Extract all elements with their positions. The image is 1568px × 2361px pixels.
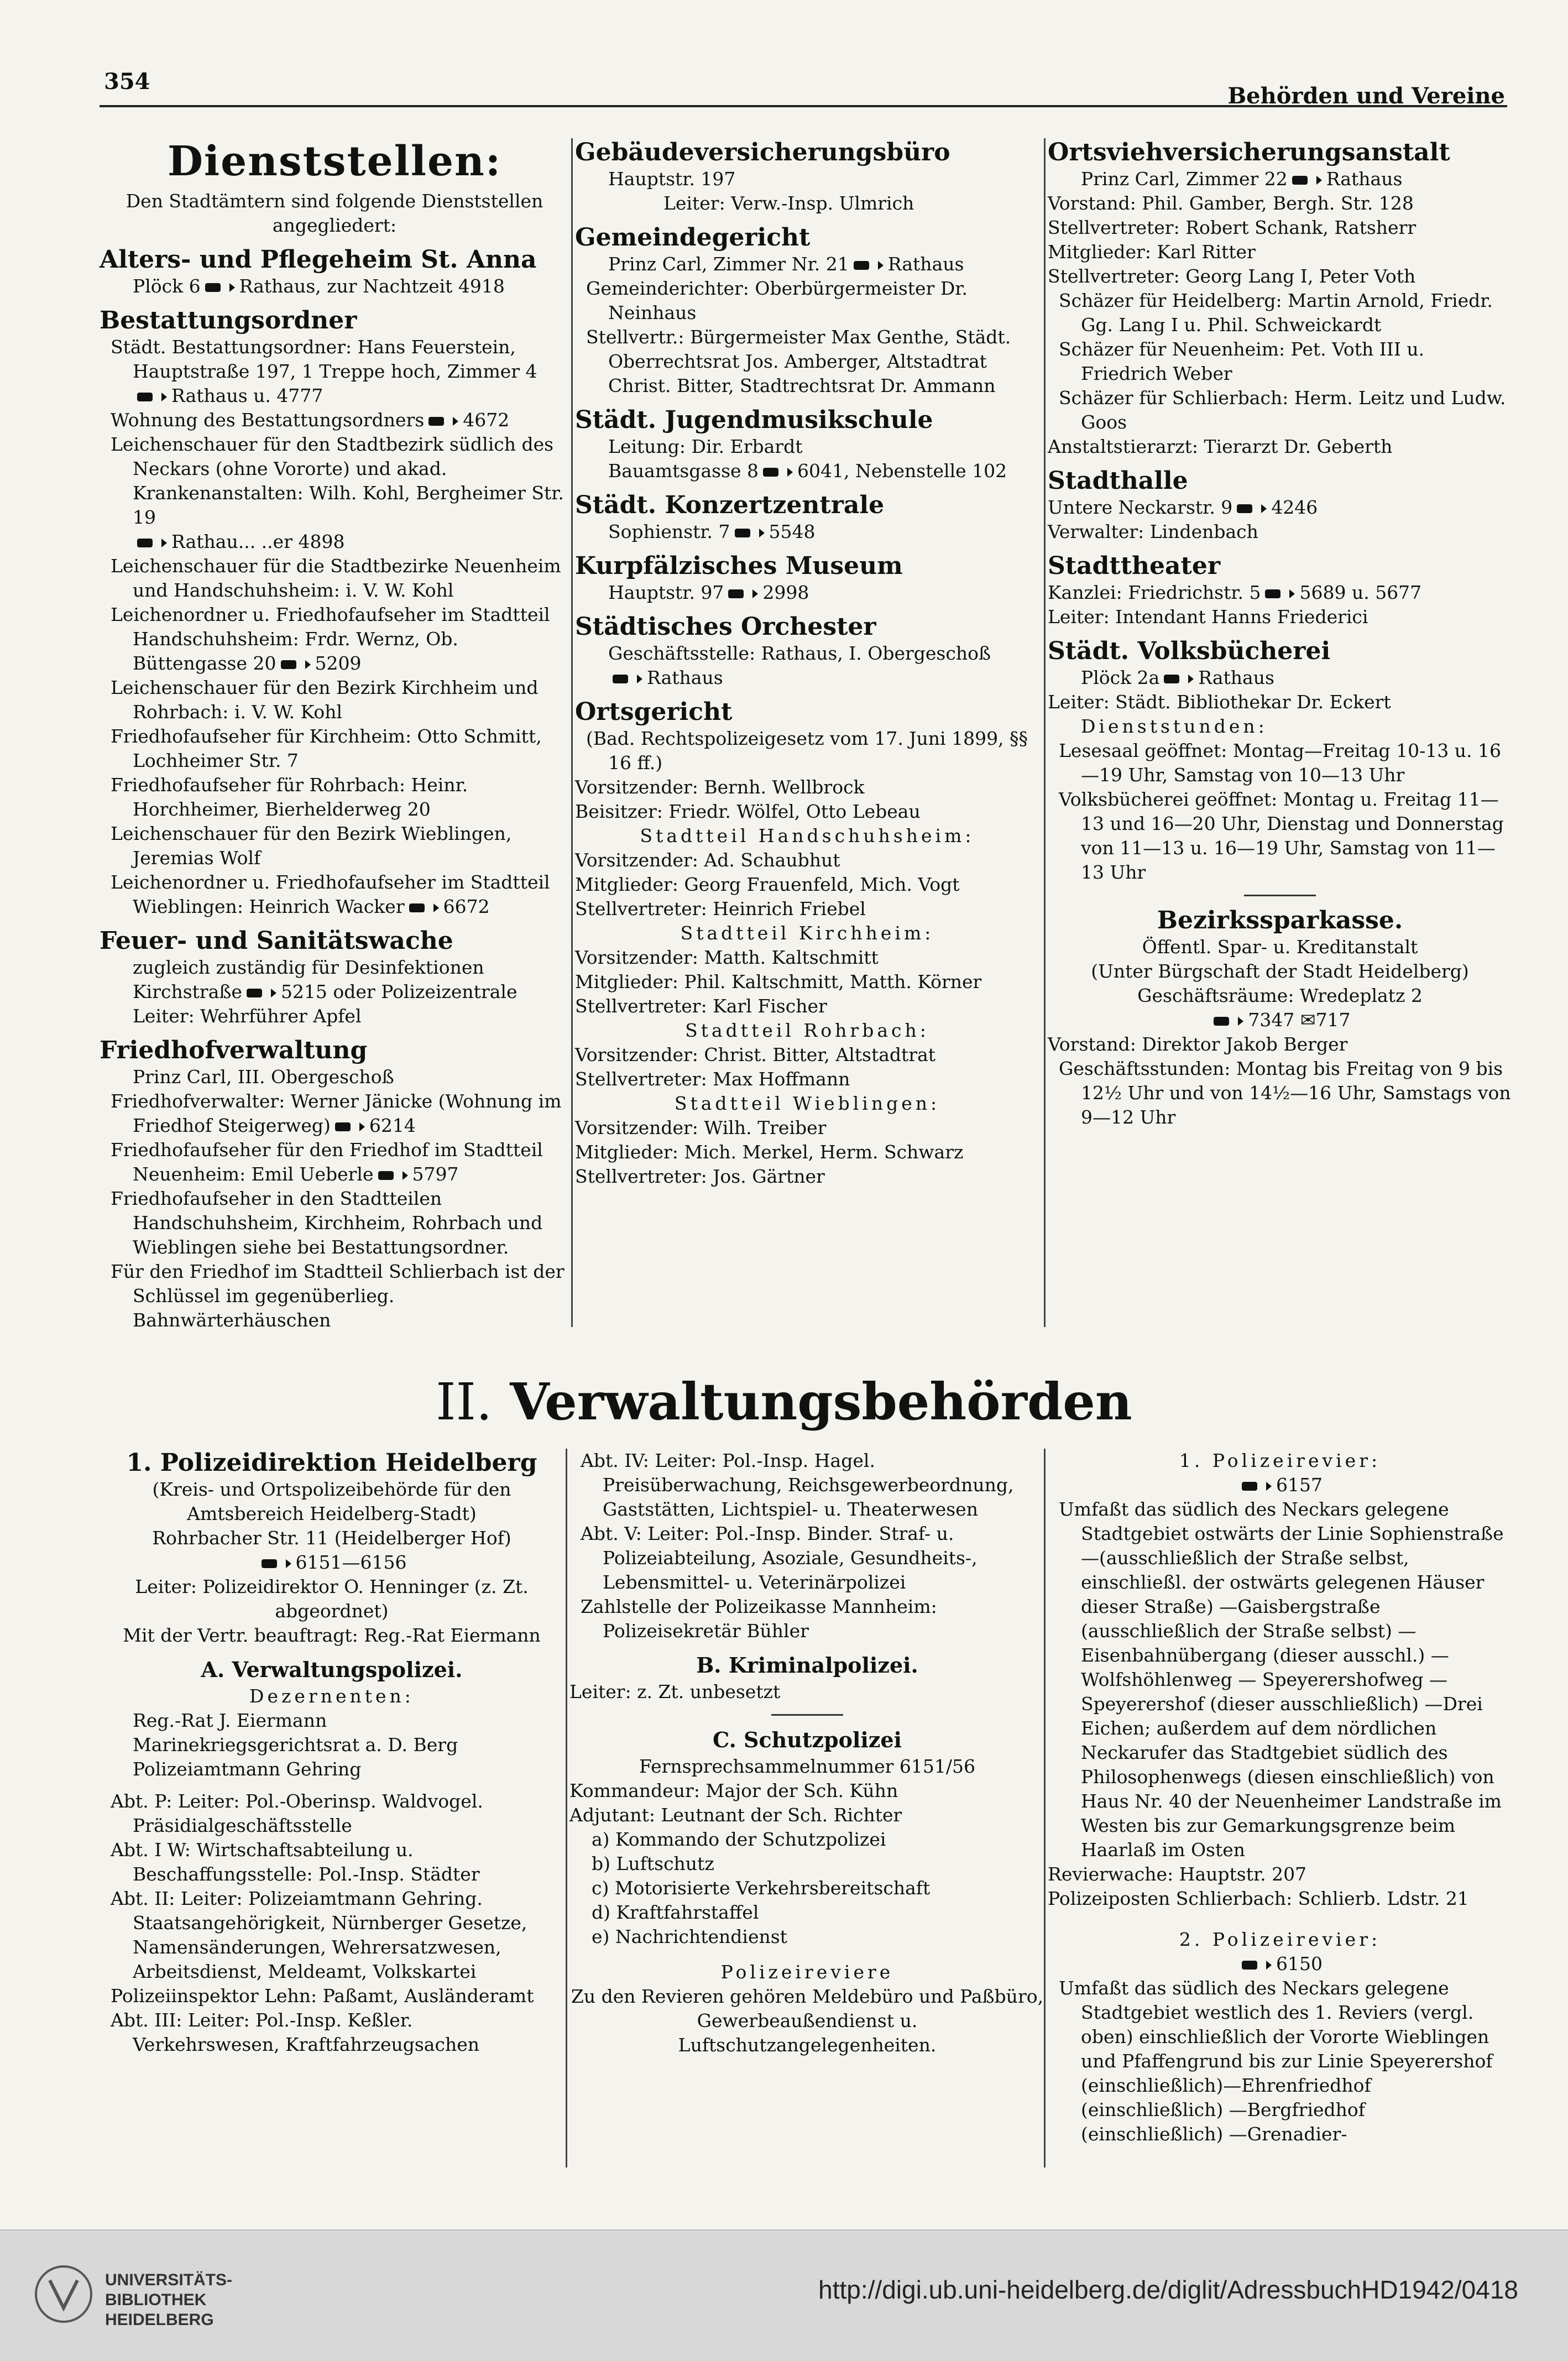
telephone-icon [280,658,312,671]
district-heading: Stadtteil Kirchheim: [680,922,934,944]
entry-line: Leichenordner u. Friedhofaufseher im Stadtteil Wieblingen: Heinrich Wacker 6672 [111,871,550,917]
entry-line: Vorsitzender: Matth. Kaltschmitt [575,947,879,968]
entry-line: (Unter Bürgschaft der Stadt Heidelberg) [1091,960,1469,982]
entry-line: Für den Friedhof im Stadtteil Schlierbach ist der Schlüssel im gegenüberlieg. Bahnwärterhäuschen [111,1261,565,1331]
entry-heading: Feuer- und Sanitätswache [100,927,453,955]
entry-line: Städt. Bestattungsordner: Hans Feuerstein, Hauptstraße 197, 1 Treppe hoch, Zimmer 4 Rathaus u. 4777 [111,336,537,406]
divider [1244,895,1316,896]
telephone-icon [260,1557,292,1570]
entry-heading: Friedhofverwaltung [100,1036,368,1064]
telephone-icon [427,415,459,428]
district-heading: Stadtteil Rohrbach: [685,1020,929,1041]
entry-line: d) Kraftfahrstaffel [592,1902,759,1923]
telephone-icon [334,1120,366,1134]
entry-line: Rathaus [575,666,1039,690]
entry-line: Leiter: Verw.-Insp. Ulmrich [663,192,914,214]
district-heading: 2. Polizeirevier: [1179,1929,1381,1950]
entry-line: Abt. II: Leiter: Polizeiamtmann Gehring. Staatsangehörigkeit, Nürnberger Gesetze, Namensänderungen, Wehrersatzwesen, Arbeitsdienst, Meldeamt, Volkskartei [111,1888,527,1982]
entry-heading: C. Schutzpolizei [713,1727,902,1752]
telephone-icon [136,390,168,404]
entry-line: Vorsitzender: Bernh. Wellbrock [575,776,865,798]
telephone-icon [204,281,236,294]
entry-heading: Kurpfälzisches Museum [575,552,903,580]
entry-line: 6151—6156 [100,1550,564,1575]
entry-heading: Städt. Volksbücherei [1048,637,1331,665]
entry-line: Mitglieder: Mich. Merkel, Herm. Schwarz [575,1141,964,1163]
entry-line: Dienststunden: [1081,715,1268,737]
entry-line: Kommandeur: Major der Sch. Kühn [569,1780,898,1801]
entry-line: Stellvertreter: Robert Schank, Ratsherr [1048,217,1417,238]
entry-heading: Stadthalle [1048,467,1188,495]
entry-line: (Kreis- und Ortspolizeibehörde für den Amtsbereich Heidelberg-Stadt) [152,1479,511,1524]
entry-line: Leiter: z. Zt. unbesetzt [569,1681,781,1702]
telephone-icon [727,587,759,600]
entry-heading: Stadttheater [1048,552,1221,580]
entry-line: Leiter: Städt. Bibliothekar Dr. Eckert [1048,691,1391,713]
entry-line: Friedhofaufseher für den Friedhof im Stadtteil Neuenheim: Emil Ueberle 5797 [111,1139,543,1185]
entry-line: Stellvertreter: Georg Lang I, Peter Voth [1048,265,1416,287]
column-3 [1048,138,1512,1130]
telephone-icon [1291,174,1323,187]
entry-line: Mitglieder: Karl Ritter [1048,241,1256,263]
telephone-icon [1236,502,1268,515]
entry-line: (Bad. Rechtspolizeigesetz vom 17. Juni 1899, §§ 16 ff.) [586,728,1028,774]
entry-line: Reg.-Rat J. Eiermann [133,1710,327,1731]
entry-line: Leiter: Intendant Hanns Friederici [1048,606,1368,628]
entry-heading: Städt. Jugendmusikschule [575,406,933,434]
entry-line: Mit der Vertr. beauftragt: Reg.-Rat Eiermann [123,1625,541,1646]
entry-line: Abt. P: Leiter: Pol.-Oberinsp. Waldvogel. Präsidialgeschäftsstelle [111,1790,483,1836]
entry-line: Anstaltstierarzt: Tierarzt Dr. Geberth [1048,436,1393,457]
telephone-icon [1241,1958,1273,1972]
entry-line: zugleich zuständig für Desinfektionen Kirchstraße 5215 oder Polizeizentrale [133,957,518,1002]
entry-line: Schäzer für Schlierbach: Herm. Leitz und Ludw. Goos [1059,387,1506,433]
entry-line: Stellvertreter: Karl Fischer [575,995,827,1017]
column-2 [575,138,1039,1189]
page-number: 354 [104,69,150,95]
entry-line: Vorstand: Phil. Gamber, Bergh. Str. 128 [1048,192,1414,214]
entry-line: Adjutant: Leutnant der Sch. Richter [569,1804,902,1826]
entry-line: Polizeiinspektor Lehn: Paßamt, Ausländeramt [111,1985,534,2007]
entry-line: Schäzer für Heidelberg: Martin Arnold, Friedr. Gg. Lang I u. Phil. Schweickardt [1059,290,1493,336]
entry-line: Gemeinderichter: Oberbürgermeister Dr. Neinhaus [586,278,968,323]
entry-line: Mitglieder: Phil. Kaltschmitt, Matth. Körner [575,971,982,993]
library-name: UNIVERSITÄTS- BIBLIOTHEK HEIDELBERG [105,2271,233,2329]
column-rule [1044,138,1046,1327]
entry-line: Prinz Carl, III. Obergeschoß [133,1066,394,1088]
entry-line: Beisitzer: Friedr. Wölfel, Otto Lebeau [575,801,921,822]
telephone-icon [1212,1015,1245,1028]
university-library-logo [33,2264,94,2325]
district-heading: Dezernenten: [249,1685,414,1707]
entry-line: Mitglieder: Georg Frauenfeld, Mich. Vogt [575,874,960,895]
section-numeral: II. [436,1372,493,1432]
entry-line: Geschäftsstunden: Montag bis Freitag von 9 bis 12½ Uhr und von 14½—16 Uhr, Samstags von 9—12 Uhr [1059,1058,1511,1128]
entry-line: Schäzer für Neuenheim: Pet. Voth III u. Friedrich Weber [1059,338,1425,384]
entry-line: Stellvertreter: Jos. Gärtner [575,1166,825,1187]
digitization-footer [0,2229,1568,2361]
entry-line: Leichenschauer für die Stadtbezirke Neuenheim und Handschuhsheim: i. V. W. Kohl [111,555,561,601]
entry-line: 6157 [1048,1473,1512,1497]
telephone-icon [762,466,794,479]
entry-line: Friedhofaufseher für Kirchheim: Otto Schmitt, Lochheimer Str. 7 [111,725,542,771]
entry-line: Vorstand: Direktor Jakob Berger [1048,1033,1348,1055]
entry-line: Vorsitzender: Christ. Bitter, Altstadtrat [575,1044,936,1065]
entry-line: Lesesaal geöffnet: Montag—Freitag 10-13 u. 16—19 Uhr, Samstag von 10—13 Uhr [1059,740,1501,786]
entry-line: Untere Neckarstr. 9 4246 [1048,497,1318,518]
district-heading: Stadtteil Handschuhsheim: [640,825,975,847]
telephone-icon [1264,587,1296,600]
entry-line: Kanzlei: Friedrichstr. 5 5689 u. 5677 [1048,582,1422,603]
telephone-icon [136,536,168,550]
entry-line: Stellvertr.: Bürgermeister Max Genthe, Städt. Oberrechtsrat Jos. Amberger, Altstadtrat Christ. Bitter, Stadtrechtsrat Dr. Ammann [586,326,1011,396]
entry-line: Abt. V: Leiter: Pol.-Insp. Binder. Straf- u. Polizeiabteilung, Asoziale, Gesundheits-, Lebensmittel- u. Veterinärpolizei [581,1523,978,1593]
entry-line: Polizeiposten Schlierbach: Schlierb. Ldstr. 21 [1048,1888,1469,1909]
dienststellen-title: Dienststellen: [167,138,502,185]
district-heading: Polizeireviere [720,1961,894,1983]
column-3-lower [1048,1449,1512,2146]
entry-line: Umfaßt das südlich des Neckars gelegene Stadtgebiet ostwärts der Linie Sophienstraße—(ausschließlich der Straße selbst, einschließl. der ostwärts gelegenen Häuser dieser Straße) —Gaisbergstraße (ausschließlich der Straße selbst) —Eisenbahnübergang (dieser ausschl.) — Wolfshöhlenweg — Speyerershofweg — Speyerershof (dieser ausschließlich) —Drei Eichen; außerdem auf dem nördlichen Neckarufer das Stadtgebiet südlich des Philosophenwegs (diesen einschließlich) von Haus Nr. 40 der Neuenheimer Landstraße im Westen bis zur Gemarkungsgrenze beim Haarlaß im Osten [1059,1498,1504,1861]
entry-heading: Gebäudeversicherungsbüro [575,138,950,166]
entry-heading: Ortsviehversicherungsanstalt [1048,138,1450,166]
column-1-lower [100,1449,564,2057]
column-2-lower [569,1449,1045,2057]
entry-heading: Städt. Konzertzentrale [575,491,885,519]
entry-heading: Bestattungsordner [100,306,357,335]
entry-line: Hauptstr. 197 [608,168,736,190]
entry-line: Geschäftsräume: Wredeplatz 2 [1137,985,1423,1006]
entry-heading: Ortsgericht [575,698,733,726]
page-header [100,66,1507,107]
entry-line: Bauamtsgasse 8 6041, Nebenstelle 102 [608,460,1007,482]
postscheck-icon: ✉ [1300,1009,1316,1031]
entry-line: Geschäftsstelle: Rathaus, I. Obergeschoß [608,643,991,664]
entry-line: Friedhofverwalter: Werner Jänicke (Wohnung im Friedhof Steigerweg) 6214 [111,1090,562,1136]
entry-line: Umfaßt das südlich des Neckars gelegene Stadtgebiet westlich des 1. Reviers (vergl. oben) einschließlich der Vororte Wieblingen und Pfaffengrund bis zur Linie Speyerershof (einschließlich)—Ehrenfriedhof (einschließlich) —Bergfriedhof (einschließlich) —Grenadier- [1059,1977,1493,2145]
entry-line: Sophienstr. 7 5548 [608,521,816,542]
telephone-icon [245,986,278,1000]
entry-line: Zu den Revieren gehören Meldebüro und Paßbüro, Gewerbeaußendienst u. Luftschutzangelegenheiten. [571,1986,1044,2056]
telephone-icon [611,672,644,686]
entry-heading: Städtisches Orchester [575,613,876,641]
intro-text: Den Stadtämtern sind folgende Dienststellen angegliedert: [126,190,543,236]
entry-line: Verwalter: Lindenbach [1048,521,1258,542]
district-heading: Stadtteil Wieblingen: [674,1093,940,1114]
entry-line: Leichenschauer für den Bezirk Wieblingen, Jeremias Wolf [111,823,512,869]
entry-line: b) Luftschutz [592,1853,714,1874]
telephone-icon [408,901,440,915]
section-title [0,1371,1568,1433]
entry-line: e) Nachrichtendienst [592,1926,787,1947]
entry-line: Rohrbacher Str. 11 (Heidelberger Hof) [152,1527,511,1549]
entry-line: Öffentl. Spar- u. Kreditanstalt [1142,936,1418,958]
entry-line: Marinekriegsgerichtsrat a. D. Berg [133,1734,458,1756]
telephone-icon [1241,1480,1273,1493]
district-heading: 1. Polizeirevier: [1179,1450,1381,1471]
entry-line: c) Motorisierte Verkehrsbereitschaft [592,1877,931,1899]
entry-line: Vorsitzender: Wilh. Treiber [575,1117,827,1138]
entry-line: Abt. IV: Leiter: Pol.-Insp. Hagel. Preisüberwachung, Reichsgewerbeordnung, Gaststätten, Lichtspiel- u. Theaterwesen [581,1450,1014,1520]
entry-heading: 1. Polizeidirektion Heidelberg [126,1449,537,1477]
entry-line: Leiter: Wehrführer Apfel [133,1005,362,1027]
running-title: Behörden und Vereine [1227,83,1505,109]
entry-line: Leichenordner u. Friedhofaufseher im Stadtteil Handschuhsheim: Frdr. Wernz, Ob. Büttengasse 20 5209 [111,604,550,674]
column-rule [566,1449,567,2167]
entry-line: Fernsprechsammelnummer 6151/56 [639,1756,975,1777]
entry-line: Plöck 6 Rathaus, zur Nachtzeit 4918 [133,275,505,297]
telephone-icon [853,259,885,272]
entry-line: Friedhofaufseher für Rohrbach: Heinr. Horchheimer, Bierhelderweg 20 [111,774,468,820]
entry-line: a) Kommando der Schutzpolizei [592,1829,886,1850]
entry-line: Stellvertreter: Heinrich Friebel [575,898,866,920]
divider [771,1714,843,1716]
entry-line: Hauptstr. 97 2998 [608,582,809,603]
entry-heading: B. Kriminalpolizei. [696,1653,918,1678]
entry-line: 6150 [1048,1952,1512,1976]
entry-line: Leichenschauer für den Bezirk Kirchheim und Rohrbach: i. V. W. Kohl [111,677,539,723]
entry-heading: Gemeindegericht [575,223,811,252]
entry-line: Prinz Carl, Zimmer 22 Rathaus [1081,168,1403,190]
source-url-link[interactable]: http://digi.ub.uni-heidelberg.de/diglit/AdressbuchHD1942/0418 [818,2275,1518,2304]
entry-line: Prinz Carl, Zimmer Nr. 21 Rathaus [608,253,964,275]
entry-line: Friedhofaufseher in den Stadtteilen Handschuhsheim, Kirchheim, Rohrbach und Wieblingen siehe bei Bestattungsordner. [111,1188,543,1258]
column-1 [100,138,569,1333]
entry-heading: A. Verwaltungspolizei. [201,1657,463,1682]
entry-heading: Alters- und Pflegeheim St. Anna [100,245,537,274]
column-rule [571,138,573,1327]
entry-line: Volksbücherei geöffnet: Montag u. Freitag 11—13 und 16—20 Uhr, Dienstag und Donnerstag von 11—13 u. 16—19 Uhr, Samstag von 11—13 Uhr [1059,788,1504,883]
entry-line: Leiter: Polizeidirektor O. Henninger (z. Zt. abgeordnet) [135,1576,529,1622]
entry-line: Wohnung des Bestattungsordners 4672 [111,409,510,431]
entry-line: Revierwache: Hauptstr. 207 [1048,1863,1307,1885]
entry-line: Polizeiamtmann Gehring [133,1758,362,1780]
entry-line: Abt. III: Leiter: Pol.-Insp. Keßler. Verkehrswesen, Kraftfahrzeugsachen [111,2009,479,2055]
entry-line: Vorsitzender: Ad. Schaubhut [575,849,840,871]
telephone-icon [734,526,766,540]
entry-line: Abt. I W: Wirtschaftsabteilung u. Beschaffungsstelle: Pol.-Insp. Städter [111,1839,480,1885]
telephone-icon [377,1169,409,1182]
entry-line: Plöck 2a Rathaus [1081,667,1274,688]
entry-line: Leichenschauer für den Stadtbezirk südlich des Neckars (ohne Vororte) und akad. Krankenanstalten: Wilh. Kohl, Bergheimer Str. 19 Rathau... ..er 4898 [111,433,564,552]
entry-line: 7347 ✉717 [1048,1008,1512,1032]
telephone-icon [1163,672,1195,686]
entry-line: Stellvertreter: Max Hoffmann [575,1068,850,1090]
section-heading: Verwaltungsbehörden [510,1372,1132,1432]
entry-line: Leitung: Dir. Erbardt [608,436,803,457]
entry-line: Zahlstelle der Polizeikasse Mannheim: Polizeisekretär Bühler [581,1596,937,1642]
entry-heading: Bezirkssparkasse. [1157,906,1403,934]
